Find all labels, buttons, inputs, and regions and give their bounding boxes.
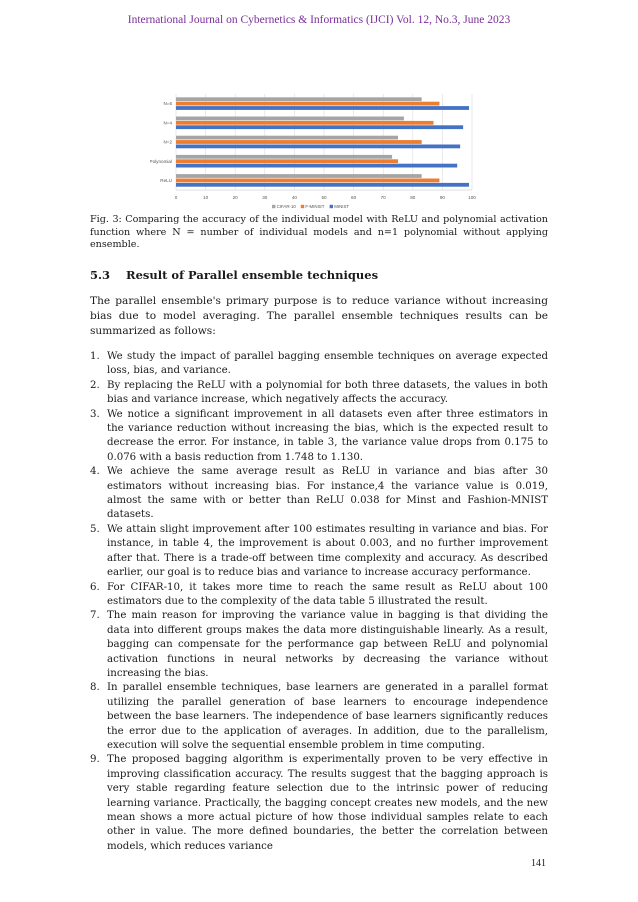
item-number: 8.	[90, 682, 100, 694]
y-category-label: Polynomial	[150, 158, 172, 164]
section-heading	[90, 268, 378, 282]
bar-f-minist	[176, 140, 422, 144]
bar-f-minist	[176, 102, 439, 106]
bar-f-minist	[176, 121, 434, 125]
x-tick-label: 30	[262, 195, 268, 200]
y-category-label: ReLU	[160, 178, 172, 183]
legend-label: CIFAR-10	[276, 204, 296, 209]
item-number: 7.	[90, 610, 100, 622]
list-item	[90, 523, 548, 581]
bar-minist	[176, 183, 469, 187]
item-text: We study the impact of parallel bagging ensemble techniques on average expected loss, bias, and variance.	[107, 351, 548, 377]
item-number: 2.	[90, 379, 100, 391]
item-text: The main reason for improving the variance value in bagging is that dividing the data into different groups makes the data more distinguishable linearly. As a result, bagging can compensate for the performance gap between ReLU and polynomial activation functions in neural networks by decreasing the variance without increasing the bias.	[107, 610, 548, 679]
item-number: 9.	[90, 754, 100, 766]
x-tick-label: 70	[380, 195, 386, 200]
bar-minist	[176, 106, 469, 110]
journal-header: International Journal on Cybernetics & Informatics (IJCI) Vol. 12, No.3, June 2023	[127, 14, 511, 26]
accuracy-bar-chart	[150, 88, 490, 220]
legend-label: F-MINIST	[305, 204, 325, 209]
list-item	[90, 379, 548, 408]
list-item	[90, 350, 548, 379]
legend-swatch	[272, 205, 275, 208]
legend-label: MINIST	[334, 204, 350, 209]
list-item	[90, 465, 548, 523]
intro-paragraph: The parallel ensemble's primary purpose is to reduce variance without increasing bias due to model averaging. The parallel ensemble techniques results can be summarized as follows:	[90, 295, 548, 338]
x-tick-label: 40	[291, 195, 297, 200]
list-item	[90, 609, 548, 681]
x-tick-label: 60	[351, 195, 357, 200]
bar-cifar-10	[176, 174, 422, 178]
x-tick-label: 20	[232, 195, 238, 200]
y-category-label: N=2	[163, 139, 172, 145]
y-category-label: N=6	[163, 101, 172, 107]
item-number: 6.	[90, 581, 100, 593]
item-number: 5.	[90, 523, 100, 535]
x-tick-label: 10	[203, 195, 209, 200]
results-list	[90, 350, 548, 854]
item-text: By replacing the ReLU with a polynomial for both three datasets, the values in both bias and variance increase, which negatively affects the accuracy.	[107, 379, 548, 406]
list-item	[90, 753, 548, 854]
legend-swatch	[330, 205, 333, 208]
item-text: We notice a significant improvement in all datasets even after three estimators in the variance reduction without increasing the bias, which is the expected result to decrease the error. For instance, in table 3, the variance value drops from 0.175 to 0.076 with a basis reduction from 1.748 to 1.130.	[107, 408, 548, 463]
item-number: 3.	[90, 408, 100, 420]
item-text: For CIFAR-10, it takes more time to reach the same result as ReLU about 100 estimators due to the complexity of the data table 5 illustrated the result.	[107, 581, 548, 607]
section-title: Result of Parallel ensemble techniques	[126, 268, 379, 282]
item-number: 1.	[90, 351, 100, 362]
chart-svg	[150, 88, 490, 220]
bar-f-minist	[176, 159, 398, 163]
list-item	[90, 681, 548, 753]
item-text: In parallel ensemble techniques, base learners are generated in a parallel format utilizing the parallel generation of base learners to encourage independence between the base learners. The independence of base learners significantly reduces the error due to the application of averages. In addition, due to the parallelism, execution will solve the sequential ensemble problem in time computing.	[107, 682, 548, 751]
bar-minist	[176, 145, 460, 149]
section-number: 5.3	[90, 268, 111, 282]
x-tick-label: 50	[321, 195, 327, 200]
bar-cifar-10	[176, 155, 392, 159]
bar-cifar-10	[176, 117, 404, 121]
item-number: 4.	[90, 466, 100, 478]
item-text: The proposed bagging algorithm is experimentally proven to be very effective in improving classification accuracy. The results suggest that the bagging approach is very stable regarding feature selection due to the intrinsic power of reducing learning variance. Practically, the bagging concept creates new models, and the new mean shows a more actual picture of how those individual samples relate to each other in value. The more defined boundaries, the better the correlation between models, which reduces variance	[107, 754, 548, 852]
figure-caption: Fig. 3: Comparing the accuracy of the individual model with ReLU and polynomial activation function where N = number of individual models and n=1 polynomial without applying ensemble.	[90, 214, 548, 250]
bar-minist	[176, 125, 463, 129]
bar-minist	[176, 164, 457, 168]
page-number: 141	[531, 858, 546, 869]
x-tick-label: 0	[174, 195, 178, 200]
y-category-label: N=4	[163, 120, 172, 126]
x-tick-label: 80	[410, 195, 416, 200]
bar-f-minist	[176, 179, 439, 183]
legend-swatch	[301, 205, 304, 208]
item-text: We achieve the same average result as ReLU in variance and bias after 30 estimators without increasing bias. For instance,4 the variance value is 0.019, almost the same with or better than ReLU 0.038 for Minst and Fashion-MNIST datasets.	[107, 466, 548, 521]
list-item	[90, 581, 548, 610]
bar-cifar-10	[176, 136, 398, 140]
x-tick-label: 100	[468, 195, 476, 200]
bar-cifar-10	[176, 97, 422, 101]
list-item	[90, 408, 548, 466]
x-tick-label: 90	[439, 195, 445, 200]
item-text: We attain slight improvement after 100 estimates resulting in variance and bias. For instance, in table 4, the improvement is about 0.003, and no further improvement after that. There is a trade-off between time complexity and accuracy. As described earlier, our goal is to reduce bias and variance to increase accuracy performance.	[107, 523, 548, 579]
